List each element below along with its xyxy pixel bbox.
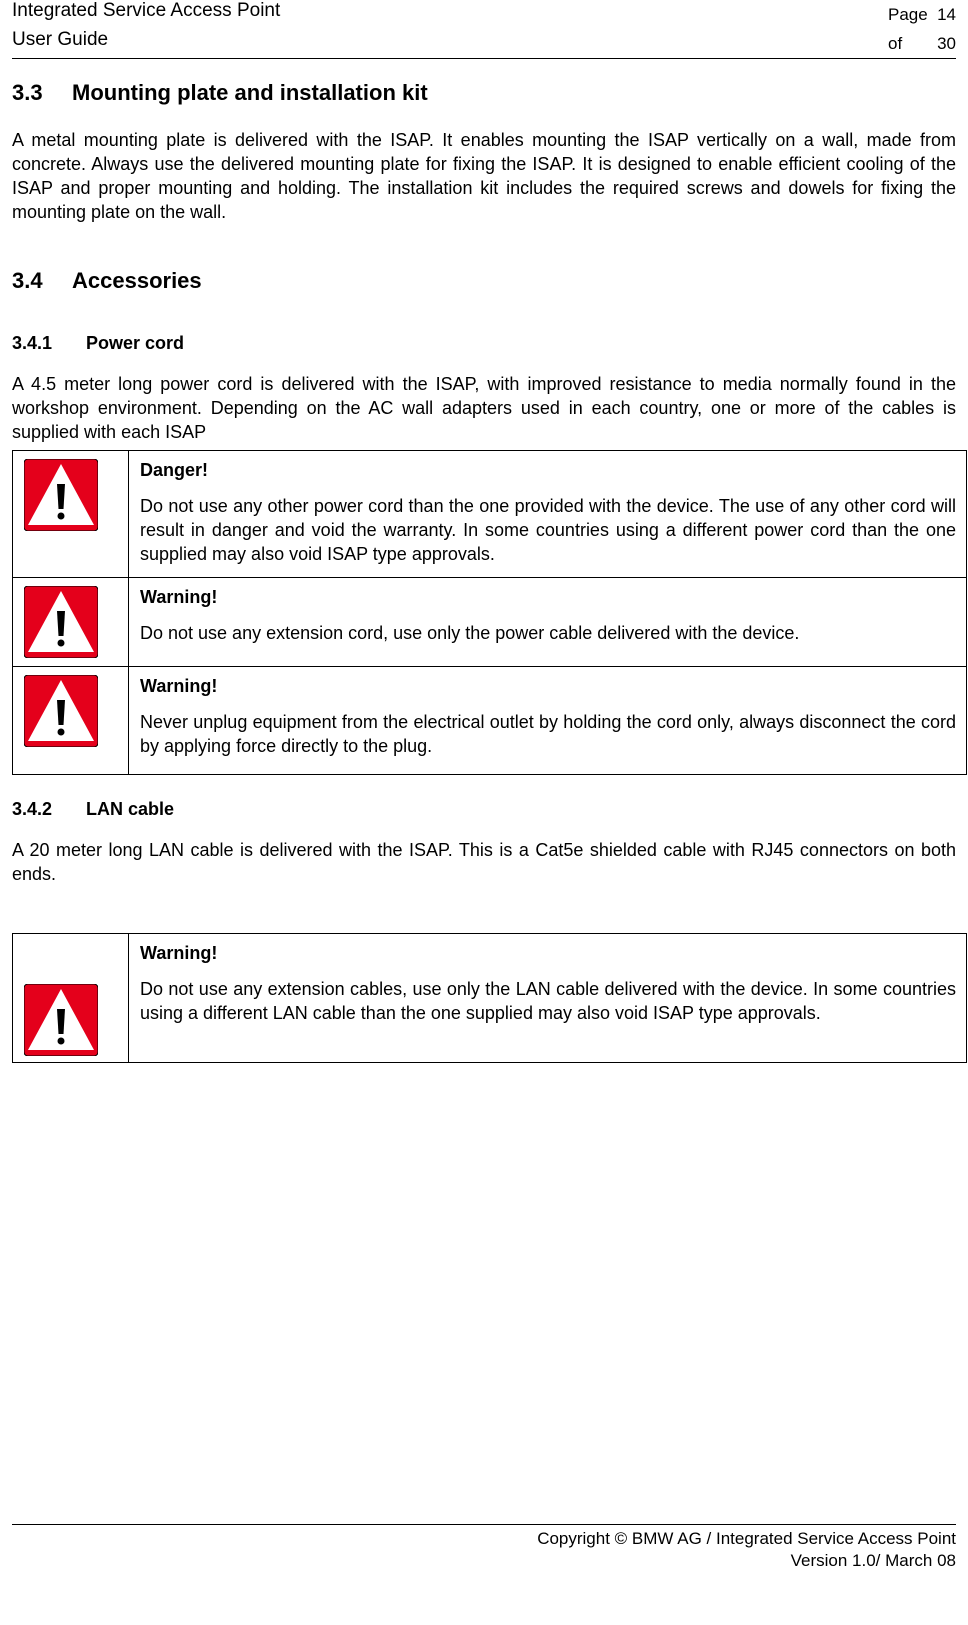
section-3-3-body: A metal mounting plate is delivered with the ISAP. It enables mounting the ISAP vertically on a wall, made from concrete. Always use the delivered mounting plate for fixing the ISAP. It is designed to enable efficient cooling of the ISAP and proper mounting and holding. The installation kit includes the required screws and dowels for fixing the mounting plate on the wall. xyxy=(12,130,956,222)
notice-text: Do not use any extension cables, use only the LAN cable delivered with the device. In some countries using a different LAN cable than the one supplied may also void ISAP type approvals. xyxy=(140,979,956,1023)
footer-version: Version 1.0/ March 08 xyxy=(790,1551,956,1570)
of-label: of xyxy=(888,34,903,53)
notice-title: Warning! xyxy=(140,676,218,696)
footer-divider xyxy=(12,1524,956,1525)
notice-text: Do not use any other power cord than the one provided with the device. The use of any other cord will result in danger and void the warranty. In some countries using a different power cord than the one supplied may also void ISAP type approvals. xyxy=(140,496,956,564)
page-total: 30 xyxy=(937,34,956,53)
page-header xyxy=(12,0,956,59)
notice-row-warning xyxy=(13,578,967,667)
page-label: Page xyxy=(888,5,928,24)
page-counter xyxy=(888,0,956,58)
section-heading-3-4: 3.4 Accessories xyxy=(12,268,202,293)
section-heading-3-3: 3.3 Mounting plate and installation kit xyxy=(12,80,428,105)
footer-copyright: Copyright © BMW AG / Integrated Service Access Point xyxy=(537,1529,956,1548)
warning-triangle-icon xyxy=(24,984,98,1056)
notice-row-danger xyxy=(13,451,967,578)
notice-row-warning xyxy=(13,667,967,775)
notice-text: Do not use any extension cord, use only the power cable delivered with the device. xyxy=(140,623,800,643)
section-heading-3-4-1: 3.4.1 Power cord xyxy=(12,333,185,353)
doc-title: Integrated Service Access Point xyxy=(12,0,281,21)
document-page xyxy=(12,0,967,1625)
notice-text: Never unplug equipment from the electrical outlet by holding the cord only, always disconnect the cord by applying force directly to the plug. xyxy=(140,712,956,756)
warning-triangle-icon xyxy=(24,675,98,747)
section-3-4-2-body: A 20 meter long LAN cable is delivered with the ISAP. This is a Cat5e shielded cable with RJ45 connectors on both ends. xyxy=(12,840,956,884)
notice-row-warning xyxy=(13,934,967,1063)
warning-triangle-icon xyxy=(24,586,98,658)
doc-subtitle: User Guide xyxy=(12,29,109,50)
notice-title: Warning! xyxy=(140,587,218,607)
page-number: 14 xyxy=(937,5,956,24)
warning-triangle-icon xyxy=(24,459,98,531)
notice-title: Warning! xyxy=(140,943,218,963)
section-heading-3-4-2: 3.4.2 LAN cable xyxy=(12,799,175,819)
lan-cable-notice-table xyxy=(12,933,967,1063)
power-cord-notices-table xyxy=(12,450,967,775)
section-3-4-1-body: A 4.5 meter long power cord is delivered with the ISAP, with improved resistance to media normally found in the workshop environment. Depending on the AC wall adapters used in each country, one or more of the cables is supplied with each ISAP xyxy=(12,374,956,442)
notice-title: Danger! xyxy=(140,460,209,480)
